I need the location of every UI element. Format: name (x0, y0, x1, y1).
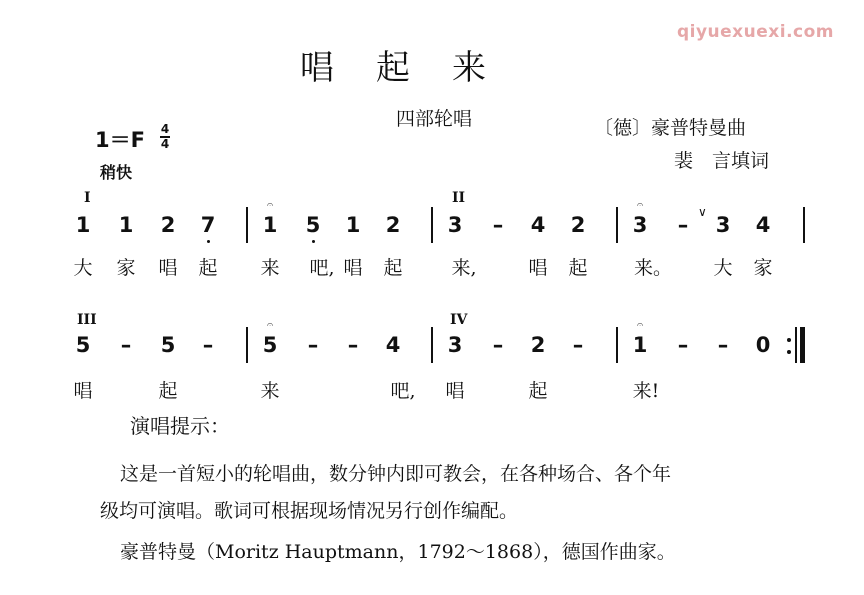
watermark: qiyuexuexi.com (676, 22, 834, 42)
barline (431, 207, 433, 243)
lyric: 来 (260, 380, 280, 402)
key-signature: 1＝F (95, 128, 145, 152)
note: 1 (262, 213, 278, 237)
octave-dot-low (207, 240, 210, 243)
song-title: 唱起来 (300, 48, 528, 88)
lyric: 家 (753, 257, 773, 279)
repeat-dot (787, 350, 791, 354)
lyric: 唱 (528, 257, 548, 279)
repeat-barline-thick (800, 327, 805, 363)
note: 2 (530, 333, 546, 357)
lyric: 唱 (158, 257, 178, 279)
note: 3 (632, 213, 648, 237)
barline (431, 327, 433, 363)
barline (246, 207, 248, 243)
fermata-icon: 𝄐 (636, 318, 644, 331)
note: – (572, 333, 584, 357)
barline (246, 327, 248, 363)
tips-line-3: 豪普特曼（Moritz Hauptmann，1792～1868），德国作曲家。 (120, 541, 676, 563)
note: – (677, 213, 689, 237)
lyric: 唱 (445, 380, 465, 402)
lyric: 大 (73, 257, 93, 279)
note: – (202, 333, 214, 357)
note: – (677, 333, 689, 357)
note: 5 (160, 333, 176, 357)
fermata-icon: 𝄐 (266, 318, 274, 331)
fermata-icon: 𝄐 (266, 198, 274, 211)
note: 1 (75, 213, 91, 237)
lyric: 吧, (390, 380, 416, 402)
lyric: 来! (632, 380, 660, 402)
subtitle: 四部轮唱 (396, 108, 473, 130)
tips-line-2: 级均可演唱。歌词可根据现场情况另行创作编配。 (100, 500, 519, 522)
barline (803, 207, 805, 243)
note: 0 (755, 333, 771, 357)
note: 7 (200, 213, 216, 237)
lyric: 起 (383, 257, 403, 279)
note: – (492, 213, 504, 237)
tips-heading: 演唱提示： (130, 414, 230, 438)
note: 1 (632, 333, 648, 357)
lyric: 唱 (343, 257, 363, 279)
lyric: 起 (158, 380, 178, 402)
note: 1 (345, 213, 361, 237)
note: – (120, 333, 132, 357)
barline (616, 327, 618, 363)
lyric: 家 (116, 257, 136, 279)
note: 3 (447, 213, 463, 237)
note: 5 (305, 213, 321, 237)
tips-line-1: 这是一首短小的轮唱曲，数分钟内即可教会，在各种场合、各个年 (120, 463, 672, 485)
note: 5 (262, 333, 278, 357)
lyric: 大 (713, 257, 733, 279)
time-signature (160, 124, 170, 150)
fermata-icon: 𝄐 (636, 198, 644, 211)
repeat-dot (787, 338, 791, 342)
octave-dot-low (312, 240, 315, 243)
repeat-barline-thin (795, 327, 797, 363)
lyric: 起 (568, 257, 588, 279)
part-marker-i: I (84, 190, 91, 206)
note: – (492, 333, 504, 357)
note: 4 (530, 213, 546, 237)
lyricist-credit: 裴 言填词 (674, 150, 770, 172)
note: 2 (160, 213, 176, 237)
lyric: 唱 (73, 380, 93, 402)
time-sig-top: 4 (160, 122, 170, 136)
tempo-marking: 稍快 (100, 163, 133, 182)
composer-credit: 〔德〕豪普特曼曲 (594, 117, 747, 139)
time-sig-bottom: 4 (160, 137, 170, 151)
lyric: 吧, (309, 257, 335, 279)
part-marker-iii: III (77, 312, 97, 328)
note: 4 (385, 333, 401, 357)
note: 5 (75, 333, 91, 357)
note: 3 (715, 213, 731, 237)
part-marker-ii: II (452, 190, 466, 206)
lyric: 来, (451, 257, 477, 279)
note: 4 (755, 213, 771, 237)
barline (616, 207, 618, 243)
lyric: 起 (198, 257, 218, 279)
note: 2 (385, 213, 401, 237)
note: – (717, 333, 729, 357)
lyric: 来 (260, 257, 280, 279)
lyric: 起 (528, 380, 548, 402)
breath-mark-icon: ∨ (698, 205, 707, 219)
part-marker-iv: IV (450, 312, 468, 328)
note: – (307, 333, 319, 357)
note: 2 (570, 213, 586, 237)
lyric: 来。 (634, 257, 673, 279)
note: 1 (118, 213, 134, 237)
note: – (347, 333, 359, 357)
note: 3 (447, 333, 463, 357)
